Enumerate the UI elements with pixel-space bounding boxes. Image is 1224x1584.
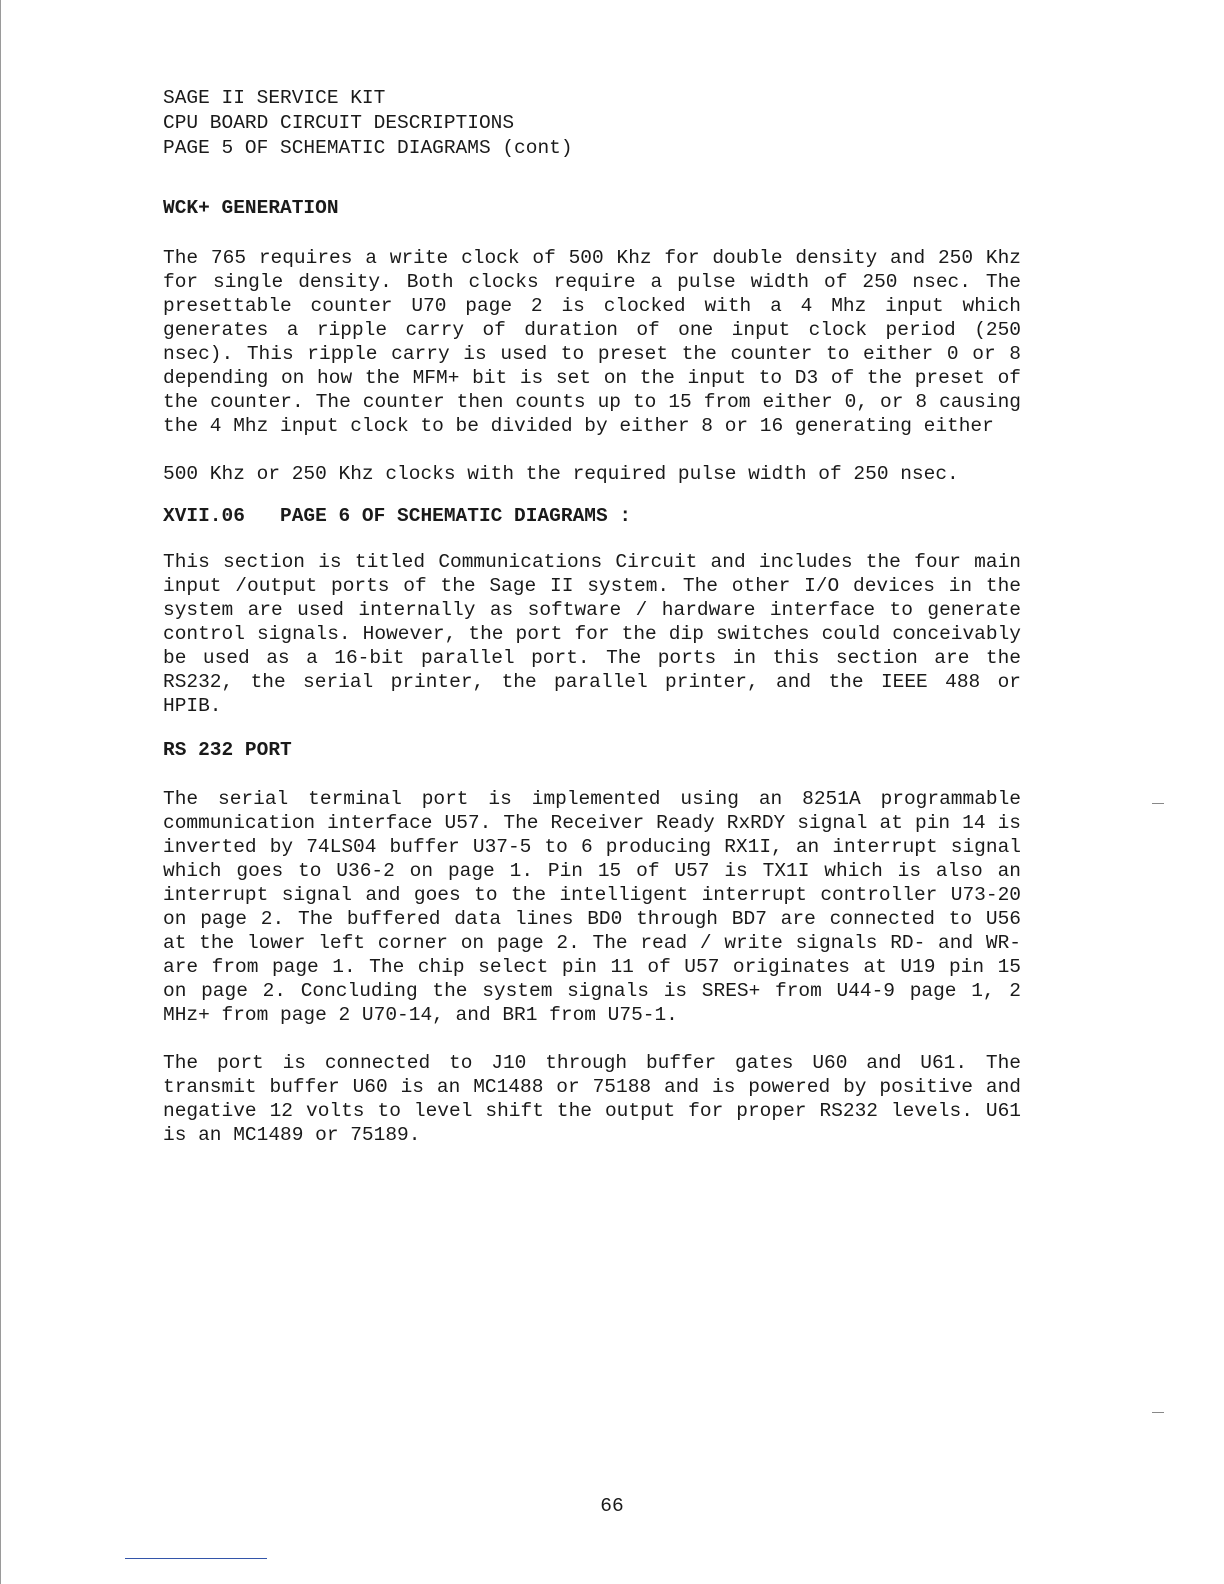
section-heading-wck-generation: WCK+ GENERATION bbox=[163, 197, 339, 219]
scan-mark bbox=[1152, 803, 1164, 804]
header-title: SAGE II SERVICE KIT bbox=[163, 87, 386, 109]
header-subtitle: CPU BOARD CIRCUIT DESCRIPTIONS bbox=[163, 112, 515, 134]
section-heading-rs232-port: RS 232 PORT bbox=[163, 739, 292, 761]
scan-mark bbox=[1152, 1412, 1164, 1413]
document-page bbox=[163, 86, 1021, 1147]
paragraph-rs232-interface: The serial terminal port is implemented using an 8251A programmable communication interface U57. The Receiver Ready RxRDY signal at pin 14 is inverted by 74LS04 buffer U37-5 to 6 producing RX1I, an interrupt signal which goes to U36-2 on page 1. Pin 15 of U57 is TX1I which is also an interrupt signal and goes to the intelligent interrupt controller U73-20 on page 2. The buffered data lines BD0 through BD7 are connected to U56 at the lower left corner on page 2. The read / write signals RD- and WR- are from page 1. The chip select pin 11 of U57 originates at U19 pin 15 on page 2. Concluding the system signals is SRES+ from U44-9 page 1, 2 MHz+ from page 2 U70-14, and BR1 from U75-1. bbox=[163, 788, 1021, 1026]
scan-left-edge bbox=[0, 0, 1, 1584]
paragraph-communications-circuit: This section is titled Communications Circuit and includes the four main input /output ports of the Sage II system. The other I/O devices in the system are used internally as software / hardware interface to generate control signals. However, the port for the dip switches could conceivably be used as a 16-bit parallel port. The ports in this section are the RS232, the serial printer, the parallel printer, and the IEEE 488 or HPIB. bbox=[163, 551, 1021, 717]
paragraph-wck-description: The 765 requires a write clock of 500 Khz for double density and 250 Khz for single density. Both clocks require a pulse width of 250 nsec. The presettable counter U70 page 2 is clocked with a 4 Mhz input which generates a ripple carry of duration of one input clock period (250 nsec). This ripple carry is used to preset the counter to either 0 or 8 depending on how the MFM+ bit is set on the input to D3 of the preset of the counter. The counter then counts up to 15 from either 0, or 8 causing the 4 Mhz input clock to be divided by either 8 or 16 generating either bbox=[163, 247, 1021, 437]
header-page-ref: PAGE 5 OF SCHEMATIC DIAGRAMS (cont) bbox=[163, 137, 573, 159]
paragraph-rs232-buffers: The port is connected to J10 through buffer gates U60 and U61. The transmit buffer U60 is an MC1488 or 75188 and is powered by positive and negative 12 volts to level shift the output for proper RS232 levels. U61 is an MC1489 or 75189. bbox=[163, 1052, 1021, 1146]
section-heading-page6: XVII.06 PAGE 6 OF SCHEMATIC DIAGRAMS : bbox=[163, 505, 632, 527]
page-number: 66 bbox=[600, 1495, 624, 1517]
paragraph-wck-result: 500 Khz or 250 Khz clocks with the required pulse width of 250 nsec. bbox=[163, 463, 959, 485]
scan-bottom-rule bbox=[125, 1558, 267, 1559]
